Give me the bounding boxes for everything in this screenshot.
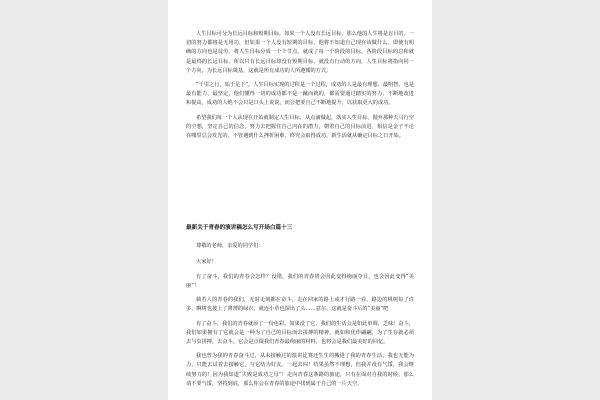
paragraph: 我也曾为我的青春奋斗过，从未接触过的演讲比赛还生生的搬进了我的青春生活，我也无能为力，只能去试着去接触它，与它结为好友。一起去闯！结果虽然不理想，但我并没有气馁，我会继续努力的！因为我知道“失败是成功之母”！走向青春这条路的旅途，只有在面对自我的时候，那么请不要气馁，坚持到底，那么你会在青春的旅途中找到属于自己的一片天空。: [186, 353, 414, 387]
greeting: 大家好！: [196, 258, 217, 265]
paragraph: “千里之行，始于足下”。人生目标实现的过程是一个过程，成功的人是最有理想、最明智、也是最有能力，最坚定，他们懂得一切的成功都不是一蹴而就的，都需要通过踏实的努力，不断地改进和提高，成功的人绝不会只是口头上说说，而会把要自己不断地提升，以获取更大的成功。: [186, 82, 414, 107]
section-spacer: [186, 146, 414, 224]
paragraph: 有了奋斗，我们的青春就添了一份色彩。如果没了它，我们的生活会是如此单调，乏味！奋斗，我们如果拥有了它就会是一种为了自己的目标而去拼搏的精神，就如和优作翩翩，为了生存就必须去与虫拼搏，去奋斗。它会是点缀我们青春最绚丽的材料，也将会是我们最美好的回忆。: [186, 320, 414, 346]
paragraph: 希望我们每一个人从现在开始就制定人生目标，从点滴做起，落实人生目标，抛弃那种天马行空的空想，坚定自己的信念，努力去把握住自己内在的潜力，朝着自己的目标前进，相信是金子不论在哪里总会发光的，不管遇到什么挫折困难，终究会取得成功，新生活就从确定目标之日开始。: [186, 114, 414, 140]
document-body: [186, 30, 414, 394]
salutation: 尊敬的老师，亲爱的同学们：: [196, 243, 264, 250]
paragraph: 人生目标可分为长远目标和短期目标。如果一个人没有长远目标，那么他的人生将是盲目的。一切的努力都将是无用功，但如果一个人没有短期的目标，他将不知道自己现在该做什么。即使有明确的方向也是徒劳。将人生目标分成一个个节点，就成了每一个阶段的目标，各阶段目标的总和就是最终的长远目标。所以只有长远目标却没有短期目标，就没有行动的方向，人生目标将指向同一个方向，为长远目标奠基，这就是所有成功的人所遵循的方式。: [186, 31, 414, 74]
document-page: [168, 0, 432, 400]
paragraph: 倘若人的青春的我们，无时无刻都在奋斗，走在回家的路上或才行路一看，路边的桃树每了许多，啊树也披上了薄薄的绿衣，就连小草也探出了头……意尔，这就是奋斗后的“美丽”吧: [186, 297, 414, 313]
section-heading: 最新关于青春的演讲稿怎么写开场白篇十三: [186, 225, 293, 232]
paragraph: 有了奋斗，我们的青春会怎样？没错，我们的青春将会因此变得绚丽夺目，也会因此变得“美丽”！: [186, 273, 414, 290]
